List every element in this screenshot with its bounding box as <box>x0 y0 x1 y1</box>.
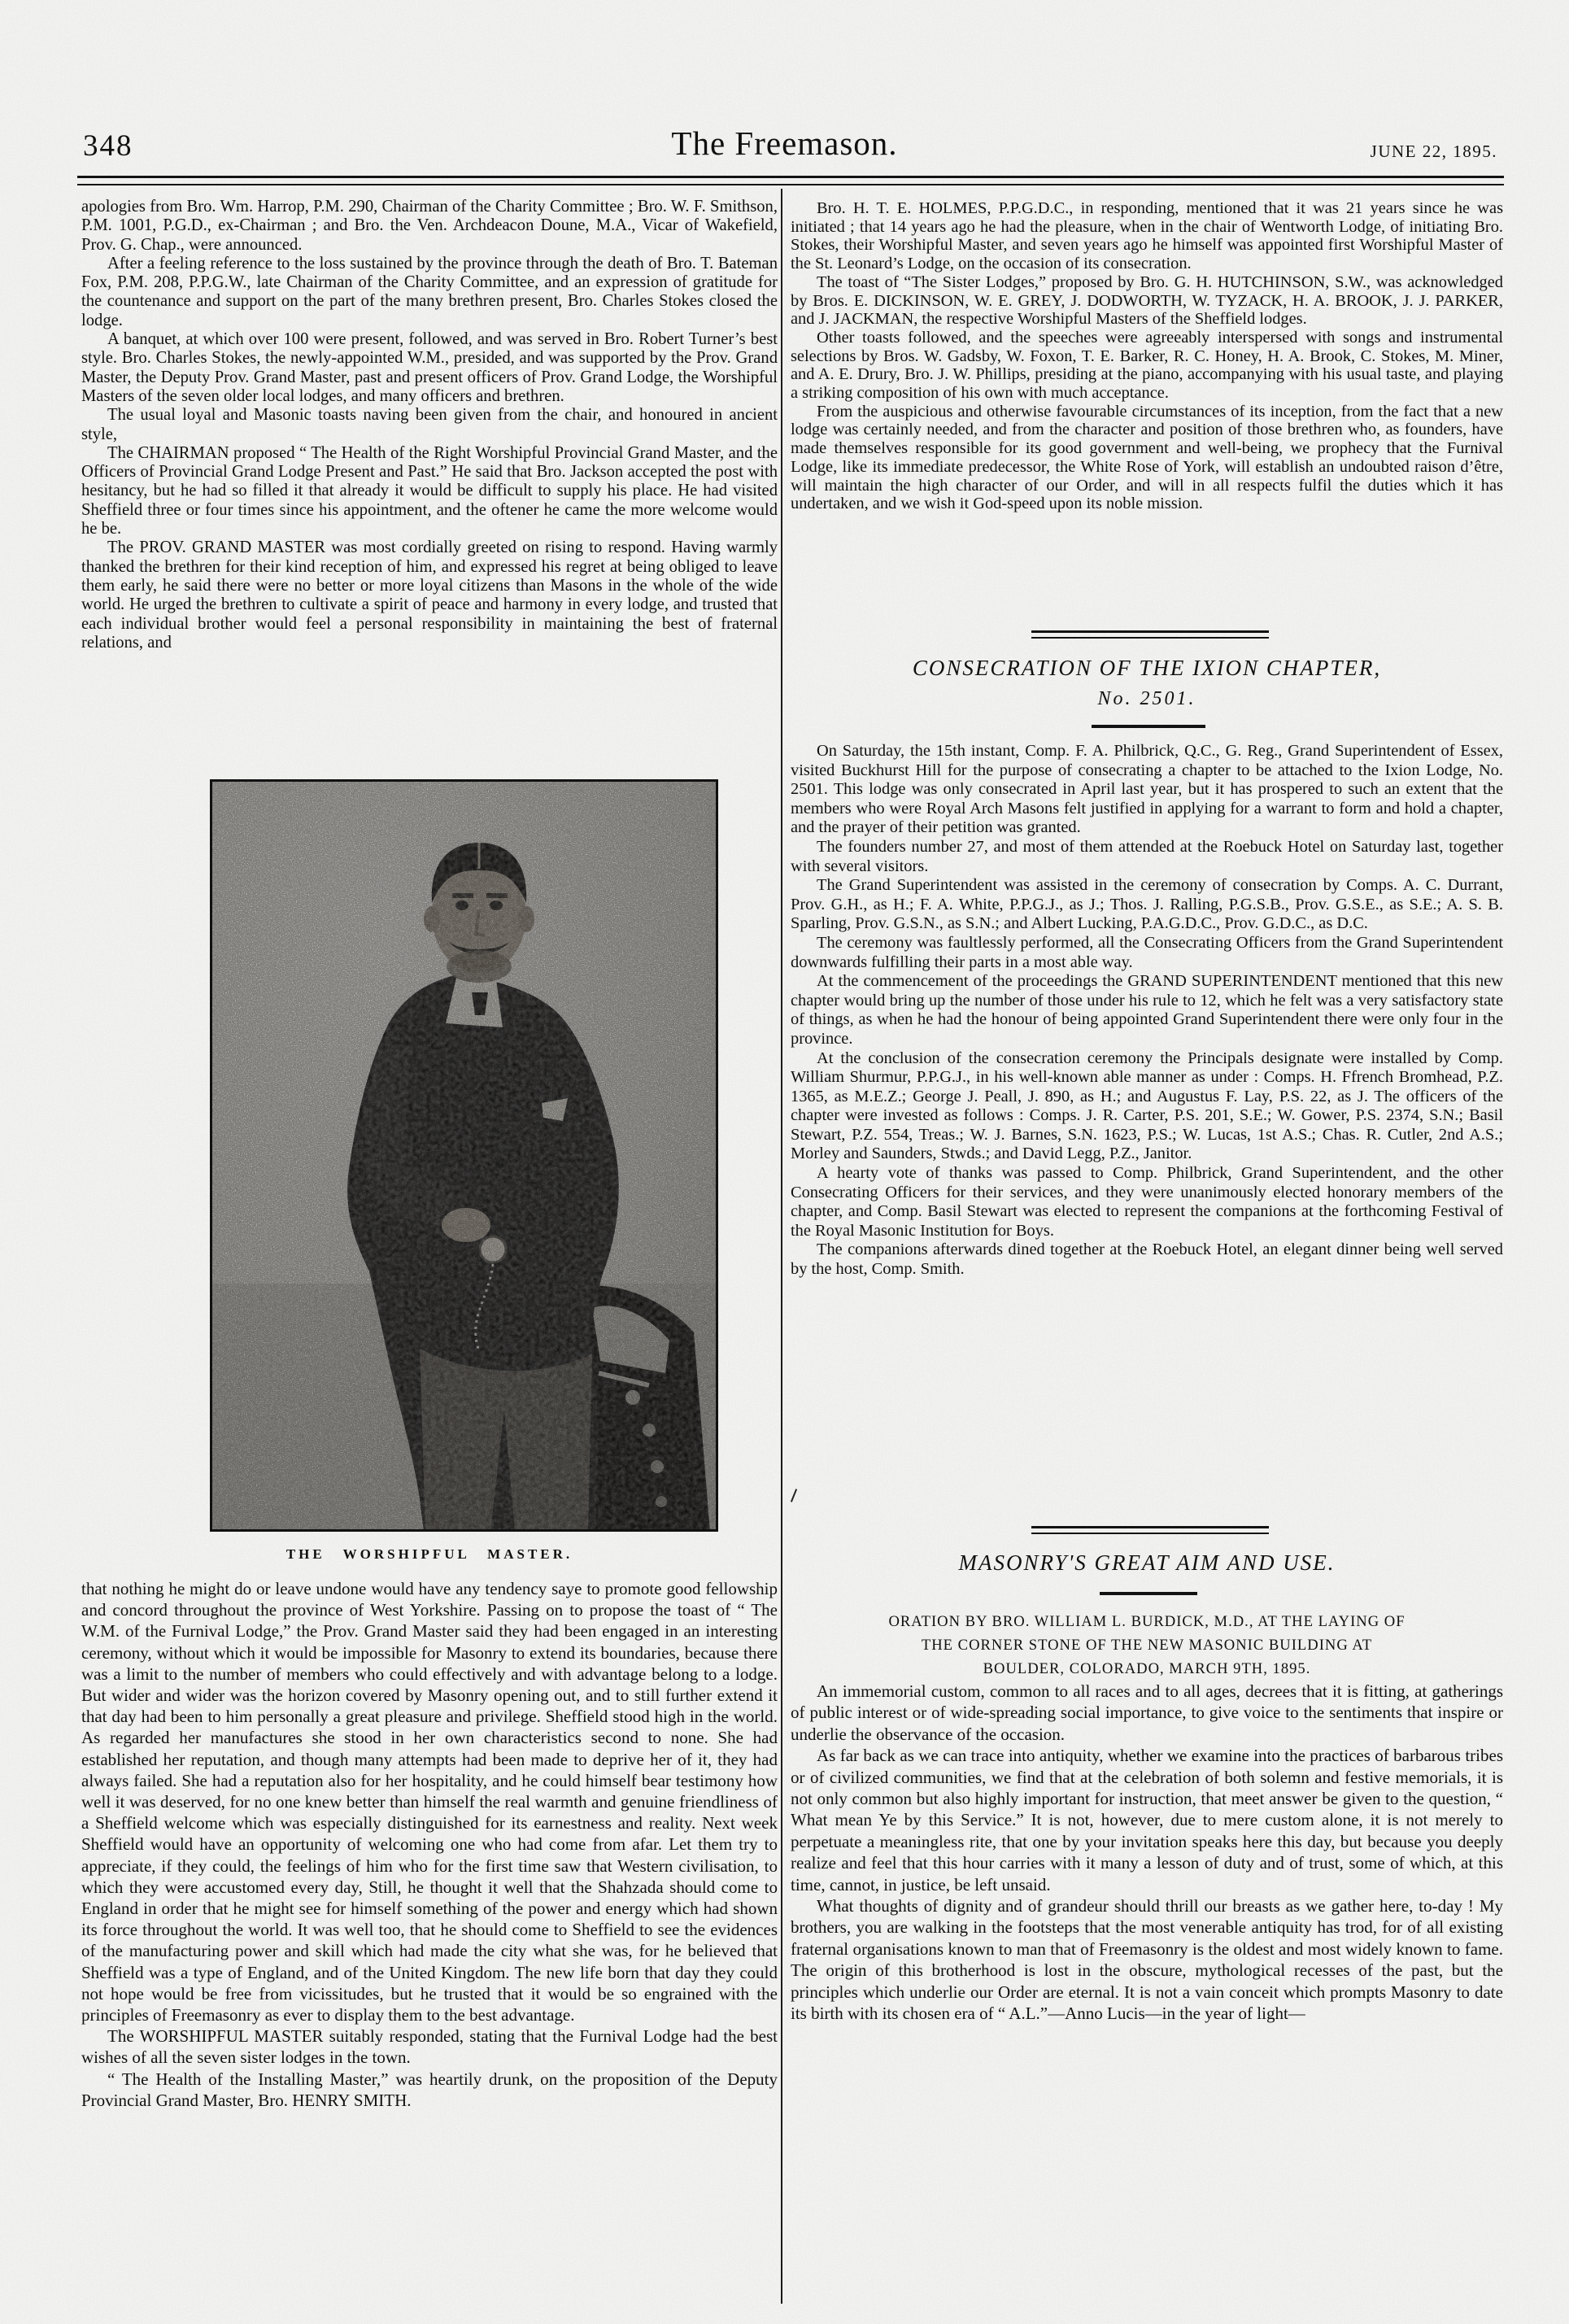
paragraph: “ The Health of the Installing Master,” was heartily drunk, on the proposition of the Deputy Provincial Grand Master, Bro. HENRY SMITH. <box>81 2069 778 2110</box>
furnival-report-continuation <box>791 199 1503 513</box>
section-rule <box>1092 725 1205 728</box>
paragraph: As far back as we can trace into antiquity, whether we examine into the practices of barbarous tribes or of civilized communities, we find that at the celebration of both solemn and festive memorials, it is not only common but also highly important for instruction, that meet answer be given to the question, “ What mean Ye by this Service.” It is not, however, due to mere custom alone, it is not merely to perpetuate a meaningless rite, that one by your invitation speaks here this day, but because you deeply realize and feel that this hour carries with it many a lesson of duty and of trust, some of which, at this time, cannot, in justice, be left unsaid. <box>791 1746 1503 1895</box>
paragraph: On Saturday, the 15th instant, Comp. F. A. Philbrick, Q.C., G. Reg., Grand Superintendent of Essex, visited Buckhurst Hill for the purpose of consecrating a chapter to be attached to the Ixion Lodge, No. 2501. This lodge was only consecrated in April last year, but it has prospered to such an extent that the members who were Royal Arch Masons felt justified in applying for a warrant to form and hold a chapter, and the prayer of their petition was granted. <box>791 742 1503 837</box>
article-divider-rule <box>1031 1526 1269 1534</box>
masthead-title: The Freemason. <box>671 124 898 162</box>
paragraph: apologies from Bro. Wm. Harrop, P.M. 290, Chairman of the Charity Committee ; Bro. W. F. Smithson, P.M. 1001, P.G.D., ex-Chairman ; and Bro. the Ven. Archdeacon Doune, M.A., Vicar of Wakefield, Prov. G. Chap., were announced. <box>81 198 778 254</box>
paragraph: From the auspicious and otherwise favourable circumstances of its inception, from the fact that a new lodge was certainly needed, and from the character and position of those brethren who, as founders, have made themselves responsible for its good government and well-being, we prophecy that the Furnival Lodge, like its immediate predecessor, the White Rose of York, will establish an undoubted raison d’être, will maintain the high character of our Order, and will in all respects fulfil the duties which it has undertaken, and we wish it God-speed upon its noble mission. <box>791 402 1503 513</box>
page-number: 348 <box>83 129 133 163</box>
ixion-article-title: CONSECRATION OF THE IXION CHAPTER, <box>912 656 1382 680</box>
paragraph: A banquet, at which over 100 were present, followed, and was served in Bro. Robert Turner’s best style. Bro. Charles Stokes, the newly-appointed W.M., presided, and was supported by the Prov. Grand Master, the Deputy Prov. Grand Master, past and present officers of Prov. Grand Lodge, the Worshipful Masters of the seven older local lodges, and many officers and brethren. <box>81 330 778 405</box>
paragraph: The ceremony was faultlessly performed, all the Consecrating Officers from the Grand Superintendent downwards fulfilling their parts in a most able way. <box>791 933 1503 971</box>
paragraph: that nothing he might do or leave undone would have any tendency saye to promote good fellowship and concord throughout the province of West Yorkshire. Passing on to propose the toast of “ The W.M. of the Furnival Lodge,” the Prov. Grand Master said they had been engaged in an interesting ceremony, without which it would be impossible for Masonry to extend its boundaries, because there was a limit to the number of members who could effectively and with advantage belong to a lodge. But wider and wider was the horizon covered by Masonry opening out, and to still further extend it that day had been to him personally a great pleasure and privilege. Sheffield stood high in the world. As regarded her manufactures she stood in her own characteristics second to none. She had established her reputation, and though many attempts had been made to deprive her of it, they had always failed. She had a reputation also for her hospitality, and he could himself bear testimony how well it was deserved, for no one knew better than himself the real warmth and genuine friendliness of a Sheffield welcome which was especially distinguished for its earnestness and reality. Next week Sheffield would have an opportunity of welcoming one who had come from afar. Let them try to appreciate, if they could, the feelings of him who for the first time saw that Western civilisation, to which they were accustomed every day, Still, he thought it well that the Shahzada should come to England in order that he might see for himself something of the power and energy which had shown its force throughout the world. It was well too, that he should come to Sheffield to see the evidences of the manufacturing power and skill which had made the city what she was, for he believed that Sheffield was a type of England, and of the United Kingdom. The new life born that day they could not hope would be free from vicissitudes, but he trusted that it would be so engrained with the principles of Freemasonry as ever to display them to the best advantage. <box>81 1579 778 2025</box>
paragraph: The toast of “The Sister Lodges,” proposed by Bro. G. H. HUTCHINSON, S.W., was acknowledged by Bros. E. DICKINSON, W. E. GREY, J. DODWORTH, W. TYZACK, H. A. BROOK, J. J. PARKER, and J. JACKMAN, the respective Worshipful Masters of the Sheffield lodges. <box>791 273 1503 329</box>
paragraph: The CHAIRMAN proposed “ The Health of the Right Worshipful Provincial Grand Master, and the Officers of Provincial Grand Lodge Present and Past.” He said that Bro. Jackson accepted the post with hesitancy, but he had so filled it that already it would be difficult to supply his place. He had visited Sheffield three or four times since his appointment, and the oftener he came the more welcome would he be. <box>81 443 778 538</box>
paragraph: Other toasts followed, and the speeches were agreeably interspersed with songs and instrumental selections by Bros. W. Gadsby, W. Foxon, T. E. Barker, R. C. Honey, H. A. Brook, C. Stokes, M. Miner, and A. E. Drury, Bro. J. W. Phillips, presiding at the piano, accompanying with his usual taste, and playing a striking composition of his own with much acceptance. <box>791 328 1503 403</box>
paragraph: At the conclusion of the consecration ceremony the Principals designate were installed by Comp. William Shurmur, P.P.G.J., in his well-known able manner as under : Comps. H. Ffrench Bromhead, P.Z. 1365, as M.E.Z.; George J. Peall, J. 890, as H.; and Augustus F. Lay, P.S. 22, as J. The officers of the chapter were invested as follows : Comps. J. R. Carter, P.S. 201, S.E.; W. Gower, P.S. 2374, S.N.; Basil Stewart, P.Z. 554, Treas.; W. J. Barnes, S.N. 1623, P.S.; W. Lucas, 1st A.S.; Chas. R. Cutler, 2nd A.S.; Morley and Saunders, Stwds.; and David Legg, P.Z., Janitor. <box>791 1049 1503 1163</box>
byline-line: BOULDER, COLORADO, MARCH 9TH, 1895. <box>983 1660 1311 1677</box>
left-column-bottom <box>81 1578 778 2111</box>
article-divider-rule <box>1031 630 1269 639</box>
ixion-article-body <box>791 742 1503 1280</box>
left-column-top <box>81 198 778 652</box>
section-rule <box>1100 1592 1197 1595</box>
paragraph: An immemorial custom, common to all races and to all ages, decrees that it is fitting, at gatherings of public interest or of wide-spreading social importance, to give voice to the sentiments that inspire or underlie the observance of the occasion. <box>791 1681 1503 1744</box>
ixion-article-number: No. 2501. <box>1097 688 1196 709</box>
paragraph: At the commencement of the proceedings the GRAND SUPERINTENDENT mentioned that this new chapter would bring up the number of those under his rule to 12, which he felt was a very satisfactory state of things, as when he had the honour of being appointed Grand Superintendent there were only four in the province. <box>791 972 1503 1048</box>
oration-article-title: MASONRY'S GREAT AIM AND USE. <box>958 1550 1336 1575</box>
byline-line: THE CORNER STONE OF THE NEW MASONIC BUILDING AT <box>921 1637 1373 1654</box>
oration-article-body <box>791 1681 1503 2025</box>
oration-byline <box>791 1610 1503 1681</box>
photo-caption: THE WORSHIPFUL MASTER. <box>285 1546 573 1562</box>
masthead-rule <box>77 176 1504 185</box>
paragraph: A hearty vote of thanks was passed to Comp. Philbrick, Grand Superintendent, and the other Consecrating Officers for their services, and they were unanimously elected honorary members of the chapter, and Comp. Basil Stewart was elected to represent the companions at the forthcoming Festival of the Royal Masonic Institution for Boys. <box>791 1164 1503 1240</box>
paragraph: The companions afterwards dined together at the Roebuck Hotel, an elegant dinner being well served by the host, Comp. Smith. <box>791 1240 1503 1279</box>
issue-date: JUNE 22, 1895. <box>1370 142 1497 161</box>
paragraph: The Grand Superintendent was assisted in the ceremony of consecration by Comps. A. C. Durrant, Prov. G.H., as H.; F. A. White, P.P.G.J., as J.; Thos. J. Ralling, P.G.S.B., Prov. G.S.E., as S.E.; A. S. B. Sparling, Prov. G.S.N., as S.N.; and Albert Lucking, P.A.G.D.C., Prov. G.D.C., as D.C. <box>791 876 1503 933</box>
portrait-photo <box>210 779 718 1532</box>
paragraph: The PROV. GRAND MASTER was most cordially greeted on rising to respond. Having warmly thanked the brethren for their kind reception of him, and expressed his regret at being obliged to leave them early, he said there were no better or more loyal citizens than Masons in the whole of the wide world. He urged the brethren to cultivate a spirit of peace and harmony in every lodge, and trusted that each individual brother would feel a personal responsibility in maintaining the best of fraternal relations, and <box>81 538 778 652</box>
paragraph: Bro. H. T. E. HOLMES, P.P.G.D.C., in responding, mentioned that it was 21 years since he was initiated ; that 14 years ago he had the pleasure, when in the chair of Wentworth Lodge, of initiating Bro. Stokes, their Worshipful Master, and seven years ago he himself was appointed first Worshipful Master of the St. Leonard’s Lodge, on the occasion of its consecration. <box>791 199 1503 273</box>
halftone-portrait-illustration <box>210 779 718 1532</box>
paragraph: The founders number 27, and most of them attended at the Roebuck Hotel on Saturday last, together with several visitors. <box>791 837 1503 875</box>
paragraph: The usual loyal and Masonic toasts naving been given from the chair, and honoured in ancient style, <box>81 406 778 443</box>
paragraph: After a feeling reference to the loss sustained by the province through the death of Bro. T. Bateman Fox, P.M. 208, P.P.G.W., late Chairman of the Charity Committee, and an expression of gratitude for the countenance and support on the part of the many brethren present, Bro. Charles Stokes closed the lodge. <box>81 254 778 329</box>
byline-line: ORATION BY BRO. WILLIAM L. BURDICK, M.D., AT THE LAYING OF <box>888 1613 1406 1630</box>
paragraph: The WORSHIPFUL MASTER suitably responded, stating that the Furnival Lodge had the best wishes of all the seven sister lodges in the town. <box>81 2026 778 2068</box>
ink-mark-artifact <box>791 1489 797 1502</box>
paragraph: What thoughts of dignity and of grandeur should thrill our breasts as we gather here, to-day ! My brothers, you are walking in the footsteps that the most venerable antiquity has trod, for of all existing fraternal organisations known to man that of Freemasonry is the oldest and most widely known to fame. The origin of this brotherhood is lost in the obscure, mythological recesses of the past, but the principles which underlie our Order are eternal. It is not a vain conceit which prompts Masonry to date its birth with its chosen era of “ A.L.”—Anno Lucis—in the year of light— <box>791 1896 1503 2024</box>
column-divider-rule <box>781 189 782 2304</box>
